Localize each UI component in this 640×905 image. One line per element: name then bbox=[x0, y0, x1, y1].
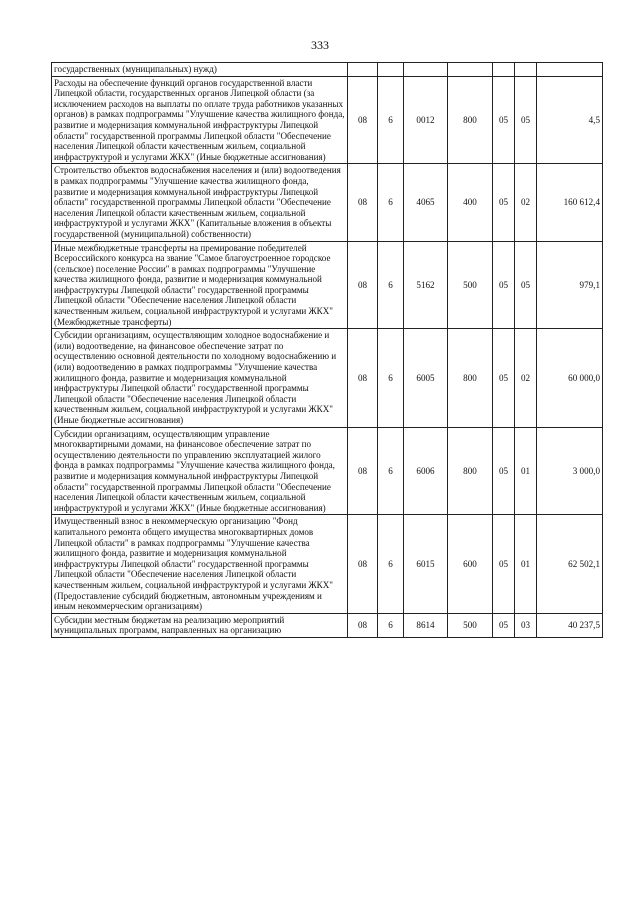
table-row bbox=[52, 427, 603, 515]
code-program: 6 bbox=[378, 329, 404, 427]
code-subsection: 05 bbox=[515, 76, 537, 164]
code-program: 6 bbox=[378, 164, 404, 241]
code-target-item: 5162 bbox=[404, 241, 448, 329]
code-target-item: 8614 bbox=[404, 613, 448, 637]
code-expense-type bbox=[448, 63, 493, 77]
row-amount: 40 237,5 bbox=[537, 613, 603, 637]
row-amount: 160 612,4 bbox=[537, 164, 603, 241]
row-description: Иные межбюджетные трансферты на премирование победителей Всероссийского конкурса на звание "Самое благоустроенное городское (сельское) поселение России" в рамках подпрограммы "Улучшение качества жилищного фонда, развитие и модернизация коммунальной инфраструктуры Липецкой области" государственной программы Липецкой области "Обеспечение населения Липецкой области качественным жильем, социальной инфраструктурой и услугами ЖКХ" (Межбюджетные трансферты) bbox=[52, 241, 348, 329]
row-amount: 979,1 bbox=[537, 241, 603, 329]
code-subsection: 01 bbox=[515, 515, 537, 613]
table-row bbox=[52, 164, 603, 241]
code-subsection: 03 bbox=[515, 613, 537, 637]
budget-table bbox=[51, 62, 603, 638]
row-description: Имущественный взнос в некоммерческую организацию "Фонд капитального ремонта общего имущества многоквартирных домов Липецкой области" в рамках подпрограммы "Улучшение качества жилищного фонда, развитие и модернизация коммунальной инфраструктуры Липецкой области" государственной программы Липецкой области "Обеспечение населения Липецкой области качественным жильем, социальной инфраструктурой и услугами ЖКХ" (Предоставление субсидий бюджетным, автономным учреждениям и иным некоммерческим организациям) bbox=[52, 515, 348, 613]
code-target-item bbox=[404, 63, 448, 77]
code-program: 6 bbox=[378, 241, 404, 329]
budget-table-body bbox=[52, 63, 603, 638]
code-expense-type: 500 bbox=[448, 241, 493, 329]
code-program: 6 bbox=[378, 427, 404, 515]
code-section bbox=[493, 63, 515, 77]
row-description: Расходы на обеспечение функций органов государственной власти Липецкой области, государственных органов Липецкой области (за исключением расходов на выплаты по оплате труда работников указанных органов) в рамках подпрограммы "Улучшение качества жилищного фонда, развитие и модернизация коммунальной инфраструктуры Липецкой области" государственной программы Липецкой области "Обеспечение населения Липецкой области качественным жильем, социальной инфраструктурой и услугами ЖКХ" (Иные бюджетные ассигнования) bbox=[52, 76, 348, 164]
code-subsection: 05 bbox=[515, 241, 537, 329]
code-target-item: 6015 bbox=[404, 515, 448, 613]
row-description: Субсидии организациям, осуществляющим холодное водоснабжение и (или) водоотведение, на финансовое обеспечение затрат по осуществлению основной деятельности по холодному водоснабжению и (или) водоотведению в рамках подпрограммы "Улучшение качества жилищного фонда, развитие и модернизация коммунальной инфраструктуры Липецкой области" государственной программы Липецкой области "Обеспечение населения Липецкой области качественным жильем, социальной инфраструктурой и услугами ЖКХ" (Иные бюджетные ассигнования) bbox=[52, 329, 348, 427]
row-description: Субсидии местным бюджетам на реализацию мероприятий муниципальных программ, направленных на организацию bbox=[52, 613, 348, 637]
code-subsection: 02 bbox=[515, 329, 537, 427]
code-expense-type: 800 bbox=[448, 329, 493, 427]
code-ministry: 08 bbox=[348, 613, 378, 637]
code-section: 05 bbox=[493, 329, 515, 427]
code-section: 05 bbox=[493, 427, 515, 515]
code-subsection: 01 bbox=[515, 427, 537, 515]
code-expense-type: 800 bbox=[448, 427, 493, 515]
table-row bbox=[52, 63, 603, 77]
code-ministry: 08 bbox=[348, 241, 378, 329]
row-amount: 4,5 bbox=[537, 76, 603, 164]
table-row bbox=[52, 76, 603, 164]
code-expense-type: 500 bbox=[448, 613, 493, 637]
code-section: 05 bbox=[493, 613, 515, 637]
code-program: 6 bbox=[378, 515, 404, 613]
code-expense-type: 800 bbox=[448, 76, 493, 164]
table-row bbox=[52, 613, 603, 637]
row-amount: 60 000,0 bbox=[537, 329, 603, 427]
code-target-item: 4065 bbox=[404, 164, 448, 241]
row-description: Строительство объектов водоснабжения населения и (или) водоотведения в рамках подпрограммы "Улучшение качества жилищного фонда, развитие и модернизация коммунальной инфраструктуры Липецкой области" государственной программы Липецкой области "Обеспечение населения Липецкой области качественным жильем, социальной инфраструктурой и услугами ЖКХ" (Капитальные вложения в объекты государственной (муниципальной) собственности) bbox=[52, 164, 348, 241]
code-section: 05 bbox=[493, 164, 515, 241]
row-description: государственных (муниципальных) нужд) bbox=[52, 63, 348, 77]
code-expense-type: 400 bbox=[448, 164, 493, 241]
code-ministry: 08 bbox=[348, 427, 378, 515]
row-description: Субсидии организациям, осуществляющим управление многоквартирными домами, на финансовое обеспечение затрат по осуществлению деятельности по управлению эксплуатацией жилого фонда в рамках подпрограммы "Улучшение качества жилищного фонда, развитие и модернизация коммунальной инфраструктуры Липецкой области" государственной программы Липецкой области "Обеспечение населения Липецкой области качественным жильем, социальной инфраструктурой и услугами ЖКХ" (Иные бюджетные ассигнования) bbox=[52, 427, 348, 515]
code-ministry bbox=[348, 63, 378, 77]
code-program: 6 bbox=[378, 613, 404, 637]
code-ministry: 08 bbox=[348, 515, 378, 613]
code-subsection: 02 bbox=[515, 164, 537, 241]
table-row bbox=[52, 241, 603, 329]
code-target-item: 0012 bbox=[404, 76, 448, 164]
code-ministry: 08 bbox=[348, 164, 378, 241]
page-number: 333 bbox=[311, 38, 329, 52]
code-subsection bbox=[515, 63, 537, 77]
code-section: 05 bbox=[493, 241, 515, 329]
code-target-item: 6005 bbox=[404, 329, 448, 427]
code-ministry: 08 bbox=[348, 329, 378, 427]
row-amount: 62 502,1 bbox=[537, 515, 603, 613]
row-amount: 3 000,0 bbox=[537, 427, 603, 515]
code-expense-type: 600 bbox=[448, 515, 493, 613]
code-program: 6 bbox=[378, 76, 404, 164]
code-target-item: 6006 bbox=[404, 427, 448, 515]
row-amount bbox=[537, 63, 603, 77]
table-row bbox=[52, 329, 603, 427]
code-section: 05 bbox=[493, 515, 515, 613]
code-program bbox=[378, 63, 404, 77]
code-section: 05 bbox=[493, 76, 515, 164]
code-ministry: 08 bbox=[348, 76, 378, 164]
table-row bbox=[52, 515, 603, 613]
